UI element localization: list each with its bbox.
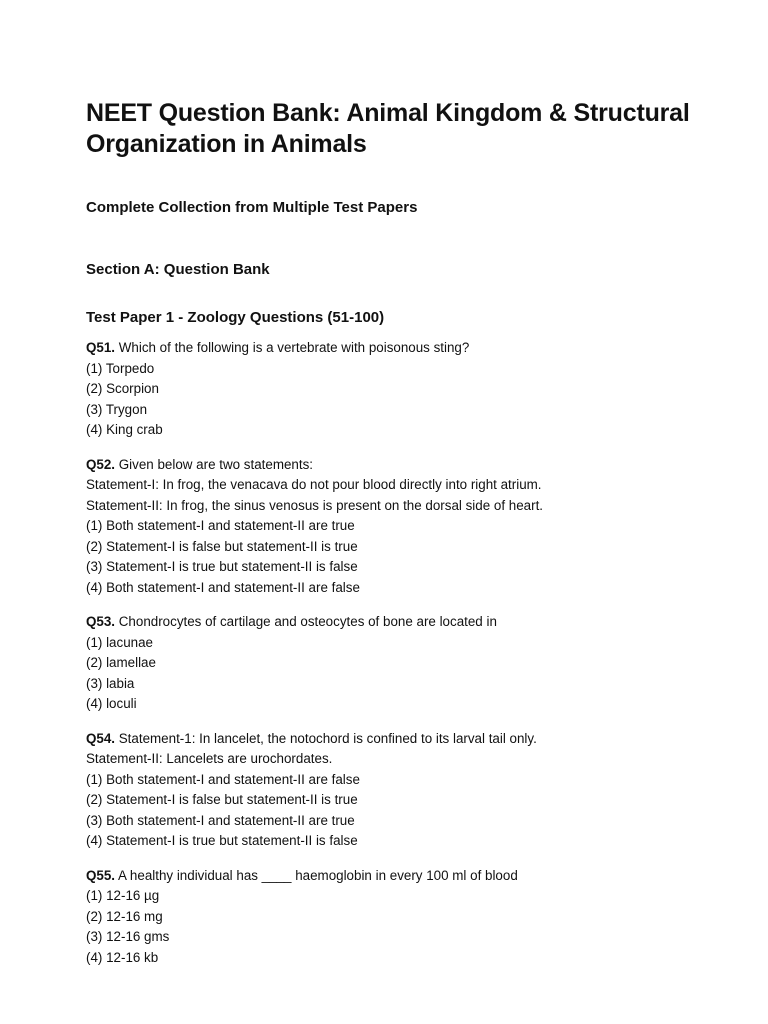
answer-option: (2) 12-16 mg [86,908,163,924]
question-text: Chondrocytes of cartilage and osteocytes of bone are located in [115,614,497,629]
answer-option: (1) Both statement-I and statement-II are true [86,518,355,533]
statement-line: Statement-II: In frog, the sinus venosus is present on the dorsal side of heart. [86,497,544,513]
question-text: A healthy individual has ____ haemoglobin in every 100 ml of blood [115,867,518,883]
answer-option: (4) Both statement-I and statement-II are false [86,579,360,595]
question-item [86,338,708,441]
question-item [86,866,708,969]
answer-option: (4) Statement-I is true but statement-II is false [86,833,358,848]
answer-option: (2) Scorpion [86,381,159,396]
question-number: Q53. [86,614,116,629]
question-stem [86,729,708,750]
answer-option: (1) Torpedo [86,360,155,376]
answer-option: (1) Both statement-I and statement-II are false [86,771,360,787]
question-text: Statement-1: In lancelet, the notochord is confined to its larval tail only. [115,730,537,746]
question-number: Q52. [86,456,116,472]
answer-option: (3) 12-16 gms [86,929,170,944]
question-stem [86,455,708,476]
test-paper-heading: Test Paper 1 - Zoology Questions (51-100) [86,309,385,326]
question-list [86,338,708,968]
question-stem [86,866,708,887]
statement-line: Statement-I: In frog, the venacava do not pour blood directly into right atrium. [86,477,542,492]
statement-line: Statement-II: Lancelets are urochordates. [86,751,333,766]
answer-option: (1) 12-16 µg [86,888,160,903]
answer-option: (1) lacunae [86,634,153,650]
answer-option: (3) labia [86,675,135,691]
answer-option: (3) Statement-I is true but statement-II is false [86,559,358,574]
question-text: Given below are two statements: [115,456,314,472]
answer-option: (4) loculi [86,696,137,711]
question-number: Q55. [86,867,116,883]
answer-option: (2) Statement-I is false but statement-II is true [86,792,358,807]
answer-option: (3) Trygon [86,401,148,417]
answer-option: (2) lamellae [86,655,156,670]
question-text: Which of the following is a vertebrate with poisonous sting? [115,340,470,355]
section-heading: Section A: Question Bank [86,261,270,278]
question-stem [86,612,708,633]
question-item [86,455,708,599]
question-number: Q51. [86,340,116,355]
document-title: NEET Question Bank: Animal Kingdom & Structural Organization in Animals [86,99,690,158]
answer-option: (4) 12-16 kb [86,949,159,965]
question-number: Q54. [86,730,116,746]
question-stem [86,338,708,359]
document-subtitle: Complete Collection from Multiple Test Papers [86,199,418,216]
question-item [86,612,708,715]
question-item [86,729,708,852]
answer-option: (2) Statement-I is false but statement-II is true [86,538,358,554]
answer-option: (4) King crab [86,422,163,437]
answer-option: (3) Both statement-I and statement-II are true [86,812,355,828]
